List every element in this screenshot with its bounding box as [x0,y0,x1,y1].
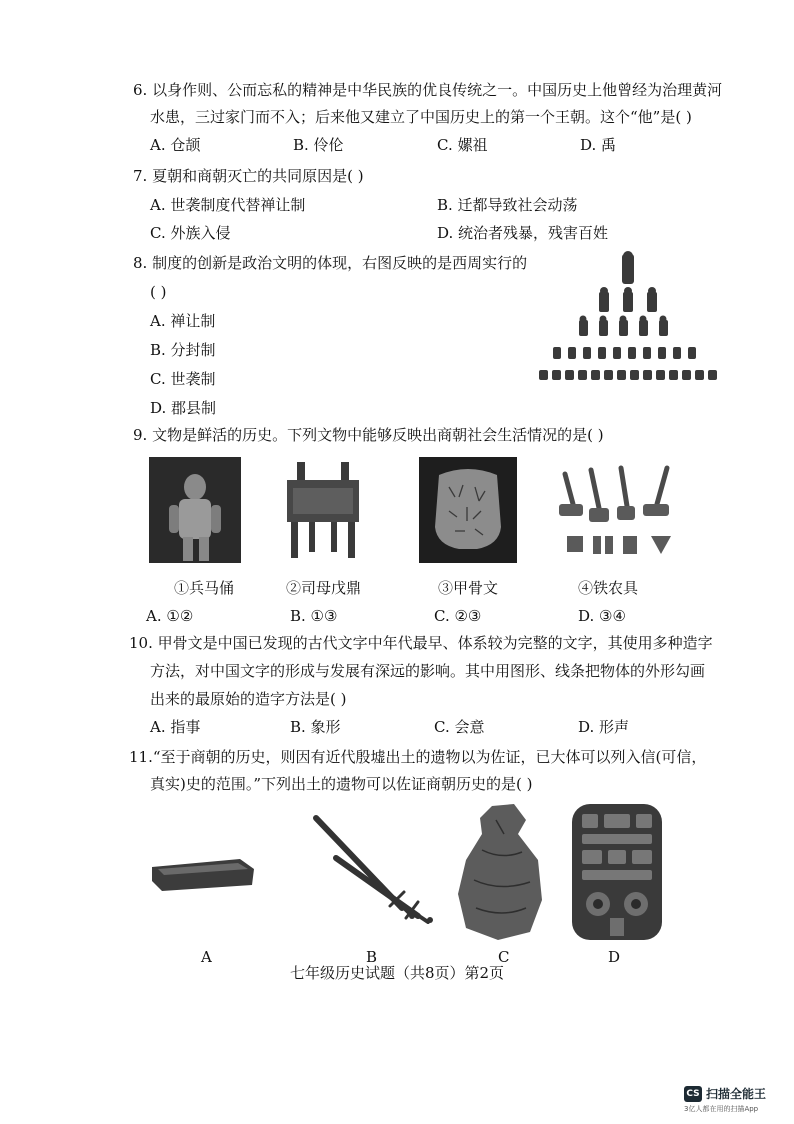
q9-option-d: D. ③④ [578,607,626,625]
q6-option-c: C. 嫘祖 [437,136,488,154]
q6-stem-line1: 6. 以身作则、公而忘私的精神是中华民族的优良传统之一。中国历史上他曾经为治理黄河 [133,81,723,99]
oracle-bone-image [419,457,517,563]
q10-stem-line2: 方法，对中国文字的形成与发展有深远的影响。其中用图形、线条把物体的外形勾画 [150,662,706,680]
scanner-app-name: 扫描全能王 [706,1087,767,1101]
scanner-watermark [684,1085,766,1102]
q9-option-a: A. ①② [146,607,194,625]
q6-stem-line2: 水患，三过家门而不入；后来他又建立了中国历史上的第一个王朝。这个“他”是( ) [150,108,692,126]
q8-option-a: A. 禅让制 [150,312,216,330]
q10-option-d: D. 形声 [578,718,630,736]
q11-label-d: D [608,948,621,966]
q11-label-c: C [498,948,510,966]
q9-stem: 9. 文物是鲜活的历史。下列文物中能够反映出商朝社会生活情况的是( ) [133,426,604,444]
q10-option-c: C. 会意 [434,718,485,736]
terracotta-warrior-image [149,457,241,563]
iron-farm-tools-image [555,460,681,560]
q8-option-b: B. 分封制 [150,341,216,359]
artifact-c-jade-image [452,800,548,942]
q6-option-a: A. 仓颉 [150,136,201,154]
q10-stem-line1: 10. 甲骨文是中国已发现的古代文字中年代最早、体系较为完整的文字，其使用多种造字 [129,634,713,652]
q8-stem-line1: 8. 制度的创新是政治文明的体现，右图反映的是西周实行的 [133,254,528,272]
q8-stem-line2: ( ) [150,283,167,301]
q9-caption-4: ④铁农具 [578,579,639,597]
q11-stem-line2: 真实)史的范围。”下列出土的遗物可以佐证商朝历史的是( ) [150,775,533,793]
q11-label-a: A [201,948,212,966]
q9-caption-2: ②司母戊鼎 [286,579,362,597]
q9-caption-1: ①兵马俑 [174,579,235,597]
hierarchy-pyramid-figure [535,250,720,385]
q6-option-b: B. 伶伦 [293,136,344,154]
simuwu-ding-image [283,460,363,560]
q7-stem: 7. 夏朝和商朝灭亡的共同原因是( ) [133,167,364,185]
q9-caption-3: ③甲骨文 [438,579,499,597]
q7-option-d: D. 统治者残暴，残害百姓 [437,224,609,242]
q6-option-d: D. 禹 [580,136,617,154]
artifact-b-swords-image [310,812,440,924]
q11-stem-line1: 11.“至于商朝的历史，则因有近代殷墟出土的遗物以为佐证，已大体可以列入信(可信， [129,748,707,766]
q11-label-b: B [366,948,378,966]
scanner-logo-icon: CS [684,1086,702,1102]
q10-option-a: A. 指事 [150,718,201,736]
q8-option-c: C. 世袭制 [150,370,216,388]
q8-option-d: D. 郡县制 [150,399,217,417]
q7-option-a: A. 世袭制度代替禅让制 [150,196,306,214]
q9-option-c: C. ②③ [434,607,482,625]
scanner-tagline: 3亿人都在用的扫描App [684,1105,759,1113]
q7-option-c: C. 外族入侵 [150,224,231,242]
artifact-d-bronze-mask-image [566,800,668,944]
q9-option-b: B. ①③ [290,607,338,625]
q10-option-b: B. 象形 [290,718,341,736]
page-footer: 七年级历史试题（共8页）第2页 [289,964,505,982]
q10-stem-line3: 出来的最原始的造字方法是( ) [150,690,347,708]
q7-option-b: B. 迁都导致社会动荡 [437,196,578,214]
artifact-a-stone-block-image [148,855,258,895]
